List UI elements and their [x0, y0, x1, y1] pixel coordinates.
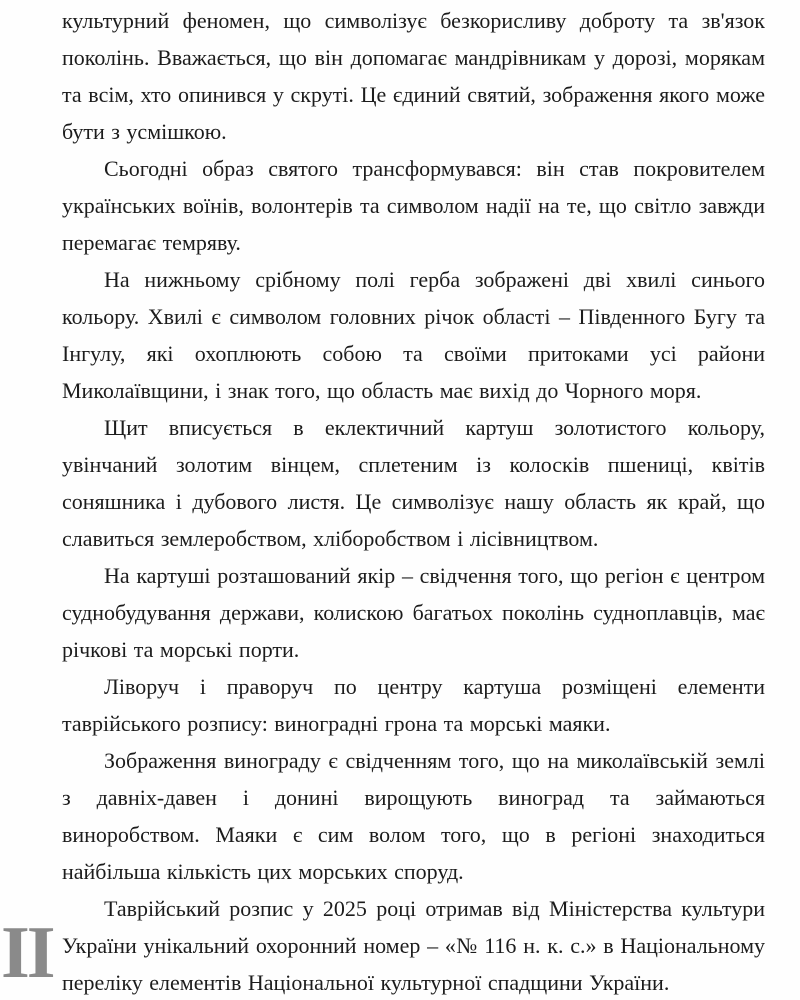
paragraph: Сьогодні образ святого трансформувався: він став покровителем українських воїнів, волонтерів та символом надії на те, що світло завжди перемагає темряву. [62, 156, 765, 255]
paragraph: культурний феномен, що символізує безкорисливу доброту та зв'язок поколінь. Вважається, що він допомагає мандрівникам у дорозі, морякам та всім, хто опинився у скруті. Це єдиний святий, зображення якого може бути з усмішкою. [62, 8, 765, 144]
document-text-body [62, 2, 765, 1000]
paragraph: На картуші розташований якір – свідчення того, що регіон є центром суднобудування держави, колискою багатьох поколінь судноплавців, має річкові та морські порти. [62, 563, 765, 662]
paragraph: Таврійський розпис у 2025 році отримав від Міністерства культури України унікальний охоронний номер – «№ 116 н. к. с.» в Національному переліку елементів Національної культурної спадщини України. [62, 896, 765, 995]
page-edge-marker: II [1, 912, 53, 994]
paragraph: Щит вписується в еклектичний картуш золотистого кольору, увінчаний золотим вінцем, сплетеним із колосків пшениці, квітів соняшника і дубового листя. Це символізує нашу область як край, що славиться землеробством, хліборобством і лісівництвом. [62, 415, 765, 551]
paragraph: Ліворуч і праворуч по центру картуша розміщені елементи таврійського розпису: виноградні грона та морські маяки. [62, 674, 765, 736]
paragraph: Зображення винограду є свідченням того, що на миколаївській землі з давніх-давен і донині вирощують виноград та займаються виноробством. Маяки є сим волом того, що в регіоні знаходиться найбільша кількість цих морських споруд. [62, 748, 765, 884]
paragraph: На нижньому срібному полі герба зображені дві хвилі синього кольору. Хвилі є символом головних річок області – Південного Бугу та Інгулу, які охоплюють собою та своїми притоками усі райони Миколаївщини, і знак того, що область має вихід до Чорного моря. [62, 267, 765, 403]
